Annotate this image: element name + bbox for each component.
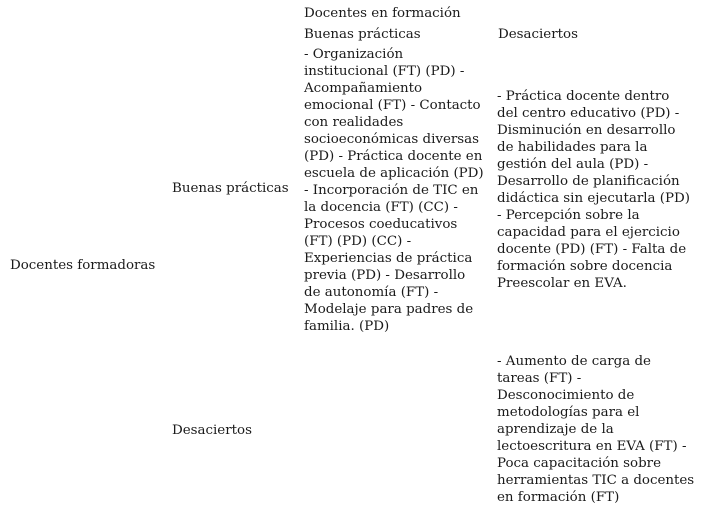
cell-buenas-buenas: - Organización institucional (FT) (PD) - Acompañamiento emocional (FT) - Contacto con realidades socioeconómicas diversas (PD) - Práctica docente en escuela de aplicación (PD) - Incorporación de TIC en la docencia (FT) (CC) - Procesos coeducativos (FT) (PD) (CC) - Experiencias de práctica previa (PD) - Desarrollo de autonomía (FT) - Modelaje para padres de familia. (PD)	[304, 47, 484, 334]
row-header-desaciertos: Desaciertos	[172, 423, 252, 438]
row-header-buenas-practicas: Buenas prácticas	[172, 181, 289, 196]
column-group-header: Docentes en formación	[304, 6, 461, 21]
cell-buenas-desaciertos: - Práctica docente dentro del centro educativo (PD) - Disminución en desarrollo de habilidades para la gestión del aula (PD) - Desarrollo de planificación didáctica sin ejecutarla (PD) - Percepción sobre la capacidad para el ejercicio docente (PD) (FT) - Falta de formación sobre docencia Preescolar en EVA.	[497, 89, 690, 291]
cell-desaciertos-desaciertos: - Aumento de carga de tareas (FT) - Desconocimiento de metodologías para el aprendizaje de la lectoescritura en EVA (FT) - Poca capacitación sobre herramientas TIC a docentes en formación (FT)	[497, 354, 695, 505]
column-header-desaciertos: Desaciertos	[498, 27, 578, 42]
row-group-header: Docentes formadoras	[10, 258, 156, 273]
column-header-buenas-practicas: Buenas prácticas	[304, 27, 421, 42]
